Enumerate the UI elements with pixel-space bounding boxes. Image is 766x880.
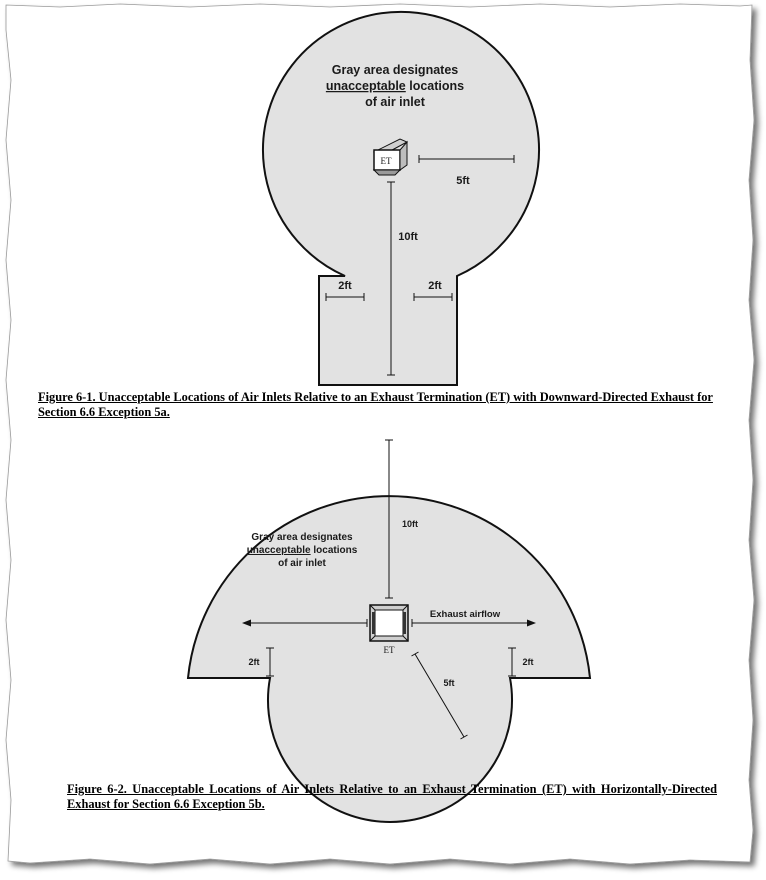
fig2-note-locations: locations [310, 545, 358, 556]
fig1-dimension-right-2ft: 2ft [428, 280, 442, 292]
fig2-dimension-right-2ft: 2ft [522, 657, 534, 667]
fig2-note-unacceptable: unacceptable [246, 545, 311, 556]
fig1-note-line-2 [326, 79, 464, 93]
fig2-note-line-1: Gray area designates [251, 532, 353, 543]
fig2-exhaust-airflow-label: Exhaust airflow [429, 609, 501, 620]
fig1-note-unacceptable: unacceptable [325, 79, 406, 93]
fig2-et-label: ET [383, 645, 395, 655]
fig1-et-label: ET [380, 156, 392, 166]
fig2-dimension-left-2ft: 2ft [248, 657, 260, 667]
fig1-dimension-10ft: 10ft [398, 231, 418, 243]
figure-6-2-caption: Figure 6-2. Unacceptable Locations of Air Inlets Relative to an Exhaust Termination (ET) with Horizontally-Directed Exhaust for Section 6.6 Exception 5b. [67, 782, 717, 811]
fig2-note-line-2 [247, 545, 358, 556]
exhaust-termination-square-icon [370, 605, 408, 641]
fig1-note-line-3: of air inlet [365, 95, 425, 109]
fig1-dimension-5ft: 5ft [456, 175, 470, 187]
fig1-note-line-1: Gray area designates [331, 63, 459, 77]
fig1-dimension-left-2ft: 2ft [338, 280, 352, 292]
fig1-note-locations: locations [405, 79, 465, 93]
figure-6-1-caption: Figure 6-1. Unacceptable Locations of Air Inlets Relative to an Exhaust Termination (ET) with Downward-Directed Exhaust for Section 6.6 Exception 5a. [38, 390, 713, 419]
fig2-note-line-3: of air inlet [278, 558, 326, 569]
fig2-dimension-5ft: 5ft [443, 678, 455, 688]
fig2-dimension-10ft: 10ft [401, 519, 419, 529]
